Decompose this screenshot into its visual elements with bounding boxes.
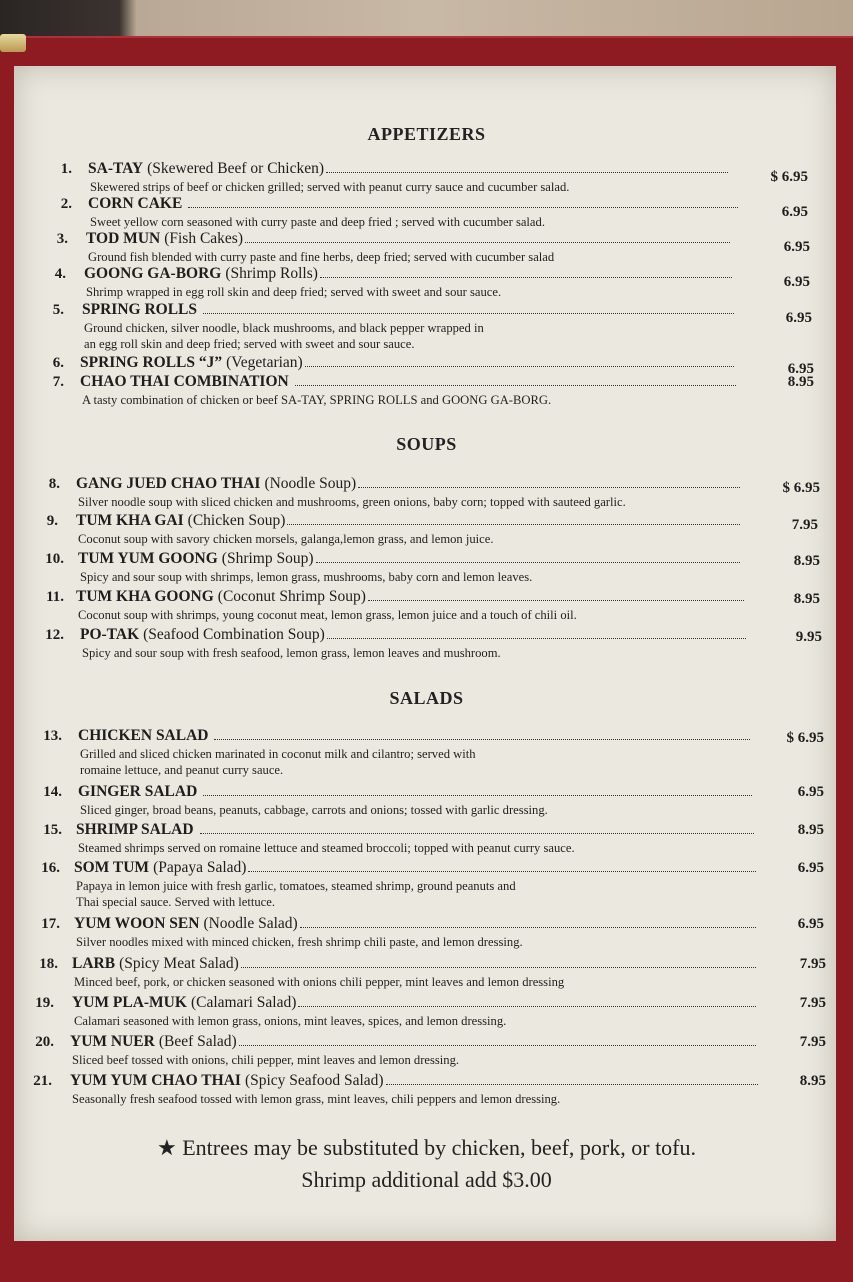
item-name: SHRIMP SALAD bbox=[76, 821, 194, 838]
dot-leader bbox=[386, 1074, 758, 1085]
item-price: 6.95 bbox=[781, 204, 808, 220]
item-name-line bbox=[70, 1072, 758, 1090]
item-price: 6.95 bbox=[797, 860, 824, 876]
footer-note bbox=[0, 1132, 853, 1196]
item-number: 1. bbox=[60, 161, 72, 177]
item-number: 10. bbox=[45, 551, 64, 567]
item-subtitle: (Chicken Soup) bbox=[187, 512, 286, 529]
item-name: YUM WOON SEN bbox=[74, 915, 200, 932]
item-name: YUM PLA-MUK bbox=[72, 994, 187, 1011]
section-heading: SOUPS bbox=[396, 434, 457, 454]
item-name: YUM YUM CHAO THAI bbox=[70, 1072, 241, 1089]
dot-leader bbox=[214, 729, 750, 740]
item-subtitle: (Vegetarian) bbox=[226, 354, 303, 371]
item-name: TUM YUM GOONG bbox=[78, 550, 218, 567]
item-name: GOONG GA-BORG bbox=[84, 265, 222, 282]
dot-leader bbox=[298, 996, 756, 1007]
item-description: Thai special sauce. Served with lettuce. bbox=[76, 895, 275, 909]
item-price: 6.95 bbox=[785, 310, 812, 326]
item-name: SOM TUM bbox=[74, 859, 150, 876]
item-description: Coconut soup with shrimps, young coconut meat, lemon grass, lemon juice and a touch of chili oil. bbox=[78, 608, 577, 622]
item-name-line bbox=[78, 727, 750, 745]
item-description: Coconut soup with savory chicken morsels, galanga,lemon grass, and lemon juice. bbox=[78, 532, 494, 546]
footer-line-1: ★ Entrees may be substituted by chicken, beef, pork, or tofu. bbox=[156, 1135, 697, 1160]
item-price: 8.95 bbox=[799, 1073, 826, 1089]
item-subtitle: (Skewered Beef or Chicken) bbox=[147, 160, 325, 177]
item-number: 2. bbox=[60, 196, 72, 212]
item-name: TUM KHA GAI bbox=[76, 512, 184, 529]
item-name-line bbox=[88, 195, 738, 213]
item-description: Grilled and sliced chicken marinated in coconut milk and cilantro; served with bbox=[80, 747, 476, 761]
item-name: LARB bbox=[72, 955, 116, 972]
item-description: Minced beef, pork, or chicken seasoned with onions chili pepper, mint leaves and lemon dressing bbox=[74, 975, 565, 989]
item-name-line bbox=[76, 475, 740, 493]
item-description: Sweet yellow corn seasoned with curry paste and deep fried ; served with cucumber salad. bbox=[90, 215, 545, 229]
item-price: 8.95 bbox=[793, 591, 820, 607]
item-name-line bbox=[76, 512, 740, 530]
item-description: Spicy and sour soup with fresh seafood, lemon grass, lemon leaves and mushroom. bbox=[82, 646, 501, 660]
dot-leader bbox=[203, 785, 752, 796]
item-subtitle: (Shrimp Soup) bbox=[221, 550, 314, 567]
item-number: 20. bbox=[35, 1034, 54, 1050]
item-name: CORN CAKE bbox=[88, 195, 183, 212]
item-name-line bbox=[88, 160, 728, 178]
item-subtitle: (Papaya Salad) bbox=[153, 859, 247, 876]
item-name-line bbox=[74, 915, 756, 933]
item-name: GANG JUED CHAO THAI bbox=[76, 475, 261, 492]
item-name-line bbox=[82, 301, 734, 319]
item-description: Skewered strips of beef or chicken grilled; served with peanut curry sauce and cucumber salad. bbox=[90, 180, 570, 194]
item-name: SA-TAY bbox=[88, 160, 144, 177]
item-subtitle: (Fish Cakes) bbox=[164, 230, 243, 247]
item-name-line bbox=[72, 955, 756, 973]
item-price: 6.95 bbox=[797, 784, 824, 800]
item-name-line bbox=[72, 994, 756, 1012]
item-description: Ground fish blended with curry paste and fine herbs, deep fried; served with cucumber salad bbox=[88, 250, 555, 264]
item-number: 16. bbox=[41, 860, 60, 876]
item-price: 8.95 bbox=[787, 374, 814, 390]
item-description: Seasonally fresh seafood tossed with lemon grass, mint leaves, chili peppers and lemon dressing. bbox=[72, 1092, 561, 1106]
item-number: 3. bbox=[56, 231, 68, 247]
item-price: 8.95 bbox=[793, 553, 820, 569]
item-name-line bbox=[76, 821, 754, 839]
item-name: CHICKEN SALAD bbox=[78, 727, 209, 744]
item-number: 15. bbox=[43, 822, 62, 838]
item-name-line bbox=[78, 783, 752, 801]
dot-leader bbox=[368, 590, 744, 601]
item-price: $ 6.95 bbox=[786, 730, 824, 746]
item-price: 7.95 bbox=[799, 995, 826, 1011]
item-name: TUM KHA GOONG bbox=[76, 588, 214, 605]
item-name: YUM NUER bbox=[70, 1033, 155, 1050]
item-number: 11. bbox=[46, 589, 64, 605]
item-description: an egg roll skin and deep fried; served with sweet and sour sauce. bbox=[84, 337, 415, 351]
item-name-line bbox=[80, 373, 736, 391]
dot-leader bbox=[326, 162, 728, 173]
item-price: $ 6.95 bbox=[782, 480, 820, 496]
item-number: 21. bbox=[33, 1073, 52, 1089]
dot-leader bbox=[320, 267, 732, 278]
item-number: 5. bbox=[52, 302, 64, 318]
section-heading: APPETIZERS bbox=[367, 124, 486, 144]
item-number: 9. bbox=[46, 513, 58, 529]
item-description: Papaya in lemon juice with fresh garlic, tomatoes, steamed shrimp, ground peanuts and bbox=[76, 879, 516, 893]
dot-leader bbox=[295, 375, 736, 386]
dot-leader bbox=[300, 917, 756, 928]
item-price: 6.95 bbox=[783, 239, 810, 255]
item-name: SPRING ROLLS bbox=[82, 301, 197, 318]
item-price: 8.95 bbox=[797, 822, 824, 838]
section-heading: SALADS bbox=[389, 688, 464, 708]
item-description: Shrimp wrapped in egg roll skin and deep fried; served with sweet and sour sauce. bbox=[86, 285, 502, 299]
item-description: Silver noodles mixed with minced chicken, fresh shrimp chili paste, and lemon dressing. bbox=[76, 935, 523, 949]
dot-leader bbox=[188, 197, 738, 208]
dot-leader bbox=[248, 861, 756, 872]
item-name-line bbox=[86, 230, 730, 248]
item-name: GINGER SALAD bbox=[78, 783, 198, 800]
item-subtitle: (Seafood Combination Soup) bbox=[143, 626, 325, 643]
item-number: 8. bbox=[48, 476, 60, 492]
item-subtitle: (Coconut Shrimp Soup) bbox=[217, 588, 366, 605]
item-description: Silver noodle soup with sliced chicken and mushrooms, green onions, baby corn; topped with sauteed garlic. bbox=[78, 495, 626, 509]
item-price: 6.95 bbox=[783, 274, 810, 290]
item-name: CHAO THAI COMBINATION bbox=[80, 373, 289, 390]
item-price: 7.95 bbox=[799, 1034, 826, 1050]
item-subtitle: (Beef Salad) bbox=[158, 1033, 237, 1050]
item-name-line bbox=[80, 626, 746, 644]
item-name-line bbox=[70, 1033, 756, 1051]
item-subtitle: (Calamari Salad) bbox=[190, 994, 297, 1011]
item-number: 18. bbox=[39, 956, 58, 972]
item-description: Spicy and sour soup with shrimps, lemon grass, mushrooms, baby corn and lemon leaves. bbox=[80, 570, 533, 584]
item-price: 6.95 bbox=[787, 361, 814, 377]
dot-leader bbox=[203, 303, 734, 314]
item-price: $ 6.95 bbox=[770, 169, 808, 185]
item-subtitle: (Shrimp Rolls) bbox=[225, 265, 318, 282]
item-name-line bbox=[74, 859, 756, 877]
clip-icon bbox=[0, 34, 26, 52]
item-description: Sliced ginger, broad beans, peanuts, cabbage, carrots and onions; tossed with garlic dressing. bbox=[80, 803, 548, 817]
item-description: Steamed shrimps served on romaine lettuce and steamed broccoli; topped with peanut curry sauce. bbox=[78, 841, 575, 855]
item-description: romaine lettuce, and peanut curry sauce. bbox=[80, 763, 284, 777]
dot-leader bbox=[200, 823, 754, 834]
item-number: 13. bbox=[43, 728, 62, 744]
item-name: SPRING ROLLS “J” bbox=[80, 354, 223, 371]
item-price: 7.95 bbox=[799, 956, 826, 972]
dot-leader bbox=[239, 1035, 756, 1046]
item-name-line bbox=[80, 354, 734, 372]
item-description: Ground chicken, silver noodle, black mushrooms, and black pepper wrapped in bbox=[84, 321, 484, 335]
dot-leader bbox=[245, 232, 730, 243]
item-number: 4. bbox=[54, 266, 66, 282]
item-price: 7.95 bbox=[791, 517, 818, 533]
item-subtitle: (Spicy Meat Salad) bbox=[119, 955, 239, 972]
item-name: PO-TAK bbox=[80, 626, 140, 643]
item-name-line bbox=[76, 588, 744, 606]
item-number: 17. bbox=[41, 916, 60, 932]
dot-leader bbox=[316, 552, 741, 563]
dot-leader bbox=[287, 514, 740, 525]
dot-leader bbox=[241, 957, 756, 968]
item-price: 6.95 bbox=[797, 916, 824, 932]
item-price: 9.95 bbox=[795, 629, 822, 645]
item-subtitle: (Spicy Seafood Salad) bbox=[244, 1072, 384, 1089]
item-name: TOD MUN bbox=[86, 230, 161, 247]
item-subtitle: (Noodle Salad) bbox=[203, 915, 298, 932]
dot-leader bbox=[358, 477, 740, 488]
item-number: 19. bbox=[35, 995, 54, 1011]
dot-leader bbox=[327, 628, 746, 639]
item-description: Sliced beef tossed with onions, chili pepper, mint leaves and lemon dressing. bbox=[72, 1053, 460, 1067]
item-number: 7. bbox=[52, 374, 64, 390]
item-number: 6. bbox=[52, 355, 64, 371]
item-number: 14. bbox=[43, 784, 62, 800]
item-description: A tasty combination of chicken or beef SA-TAY, SPRING ROLLS and GOONG GA-BORG. bbox=[82, 393, 552, 407]
item-subtitle: (Noodle Soup) bbox=[264, 475, 357, 492]
item-description: Calamari seasoned with lemon grass, onions, mint leaves, spices, and lemon dressing. bbox=[74, 1014, 507, 1028]
item-name-line bbox=[84, 265, 732, 283]
dot-leader bbox=[305, 356, 734, 367]
item-number: 12. bbox=[45, 627, 64, 643]
footer-line-2: Shrimp additional add $3.00 bbox=[301, 1167, 552, 1192]
item-name-line bbox=[78, 550, 740, 568]
